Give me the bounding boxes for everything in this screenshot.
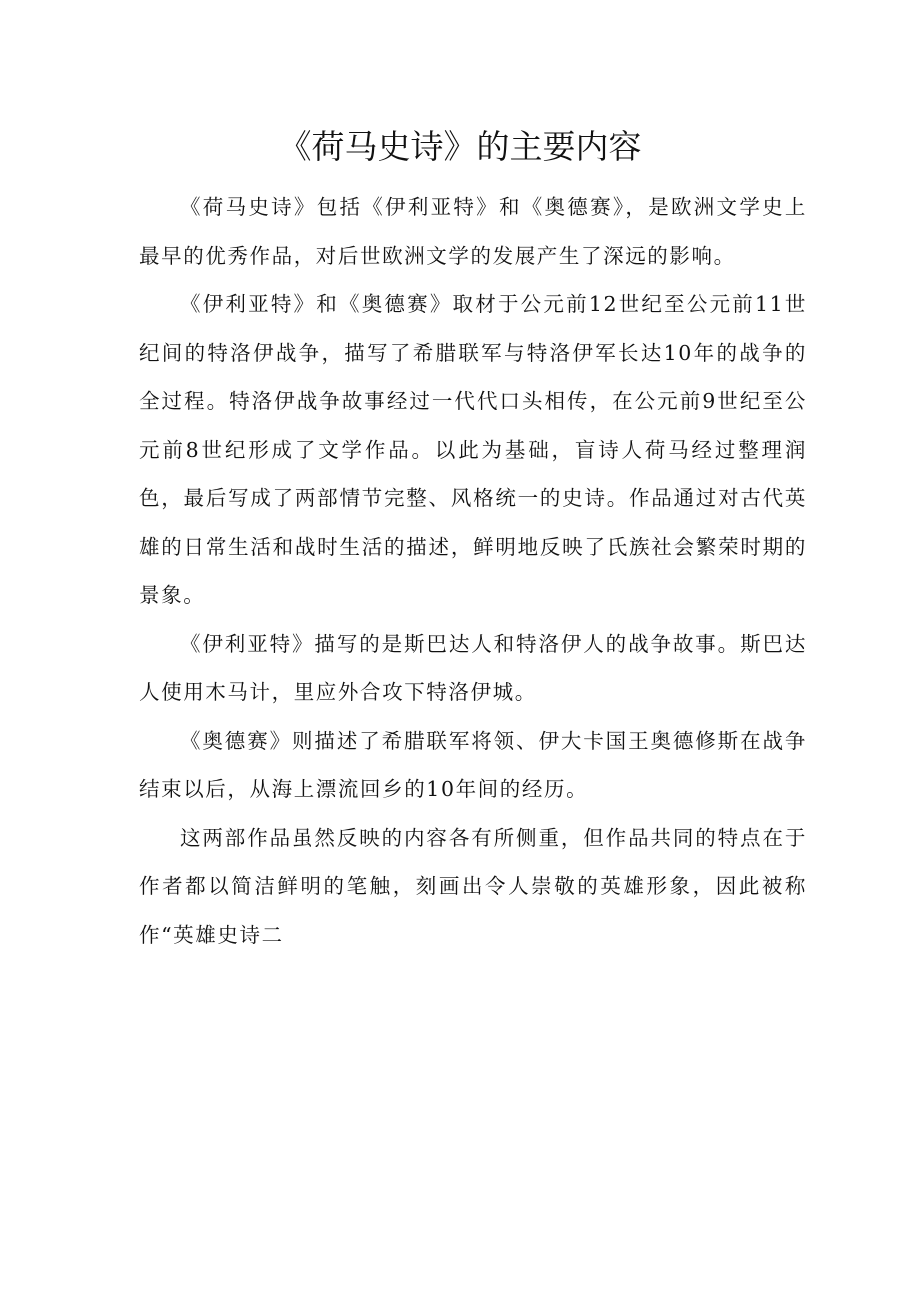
document-body [139, 183, 807, 959]
paragraph-origin: 《伊利亚特》和《奥德赛》取材于公元前12世纪至公元前11世纪间的特洛伊战争，描写了希腊联军与特洛伊军长达10年的战争的全过程。特洛伊战争故事经过一代代口头相传，在公元前9世纪至公元前8世纪形成了文学作品。以此为基础，盲诗人荷马经过整理润色，最后写成了两部情节完整、风格统一的史诗。作品通过对古代英雄的日常生活和战时生活的描述，鲜明地反映了氏族社会繁荣时期的景象。 [139, 292, 807, 607]
paragraph-iliad: 《伊利亚特》描写的是斯巴达人和特洛伊人的战争故事。斯巴达人使用木马计，里应外合攻下特洛伊城。 [139, 631, 807, 704]
paragraph-intro: 《荷马史诗》包括《伊利亚特》和《奥德赛》，是欧洲文学史上最早的优秀作品，对后世欧洲文学的发展产生了深远的影响。 [139, 195, 807, 268]
paragraph-conclusion: 这两部作品虽然反映的内容各有所侧重，但作品共同的特点在于作者都以简洁鲜明的笔触，刻画出令人崇敬的英雄形象，因此被称作“英雄史诗二 [139, 825, 807, 947]
document-title: 《荷马史诗》的主要内容 [278, 127, 642, 166]
paragraph-odyssey: 《奥德赛》则描述了希腊联军将领、伊大卡国王奥德修斯在战争结束以后，从海上漂流回乡的10年间的经历。 [139, 728, 807, 801]
